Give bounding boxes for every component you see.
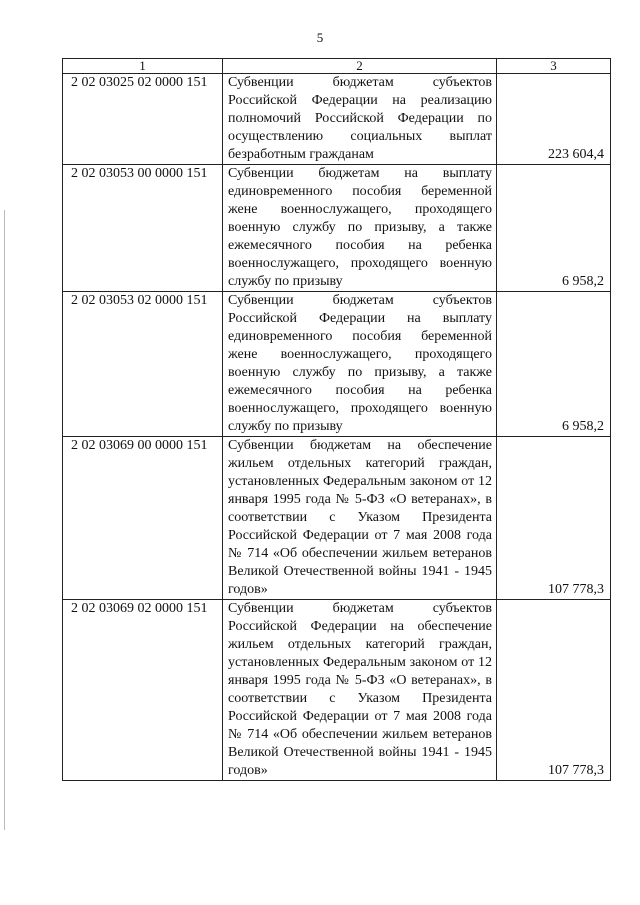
budget-table [62, 58, 611, 781]
budget-item-description: Субвенции бюджетам субъектов Российской Федерации на выплату единовременного пособия беременной жене военнослужащего, проходящего военную службу по призыву, а также ежемесячного пособия на ребенка военнослужащего, проходящего военную службу по призыву [223, 292, 497, 437]
budget-amount: 223 604,4 [497, 74, 611, 165]
table-row [63, 600, 611, 781]
budget-item-description: Субвенции бюджетам субъектов Российской Федерации на реализацию полномочий Российской Федерации по осуществлению социальных выплат безработным гражданам [223, 74, 497, 165]
budget-amount: 6 958,2 [497, 165, 611, 292]
budget-item-description: Субвенции бюджетам на выплату единовременного пособия беременной жене военнослужащего, проходящего военную службу по призыву, а также ежемесячного пособия на ребенка военнослужащего, проходящего военную службу по призыву [223, 165, 497, 292]
header-column-1: 1 [63, 59, 223, 74]
page-number: 5 [316, 30, 324, 45]
table-row [63, 165, 611, 292]
budget-amount: 6 958,2 [497, 292, 611, 437]
budget-item-description: Субвенции бюджетам на обеспечение жильем отдельных категорий граждан, установленных Федеральным законом от 12 января 1995 года № 5-ФЗ «О ветеранах», в соответствии с Указом Президента Российской Федерации от 7 мая 2008 года № 714 «Об обеспечении жильем ветеранов Великой Отечественной войны 1941 - 1945 годов» [223, 437, 497, 600]
table-row [63, 74, 611, 165]
header-row [63, 59, 611, 74]
budget-amount: 107 778,3 [497, 600, 611, 781]
table-row [63, 437, 611, 600]
budget-code: 2 02 03069 00 0000 151 [63, 437, 223, 600]
scan-margin-line [4, 210, 5, 830]
budget-code: 2 02 03025 02 0000 151 [63, 74, 223, 165]
table-header [63, 59, 611, 74]
budget-amount: 107 778,3 [497, 437, 611, 600]
table-row [63, 292, 611, 437]
table-body [63, 74, 611, 781]
budget-code: 2 02 03053 00 0000 151 [63, 165, 223, 292]
budget-code: 2 02 03053 02 0000 151 [63, 292, 223, 437]
budget-code: 2 02 03069 02 0000 151 [63, 600, 223, 781]
budget-item-description: Субвенции бюджетам субъектов Российской Федерации на обеспечение жильем отдельных категорий граждан, установленных Федеральным законом от 12 января 1995 года № 5-ФЗ «О ветеранах», в соответствии с Указом Президента Российской Федерации от 7 мая 2008 года № 714 «Об обеспечении жильем ветеранов Великой Отечественной войны 1941 - 1945 годов» [223, 600, 497, 781]
header-column-2: 2 [223, 59, 497, 74]
header-column-3: 3 [497, 59, 611, 74]
